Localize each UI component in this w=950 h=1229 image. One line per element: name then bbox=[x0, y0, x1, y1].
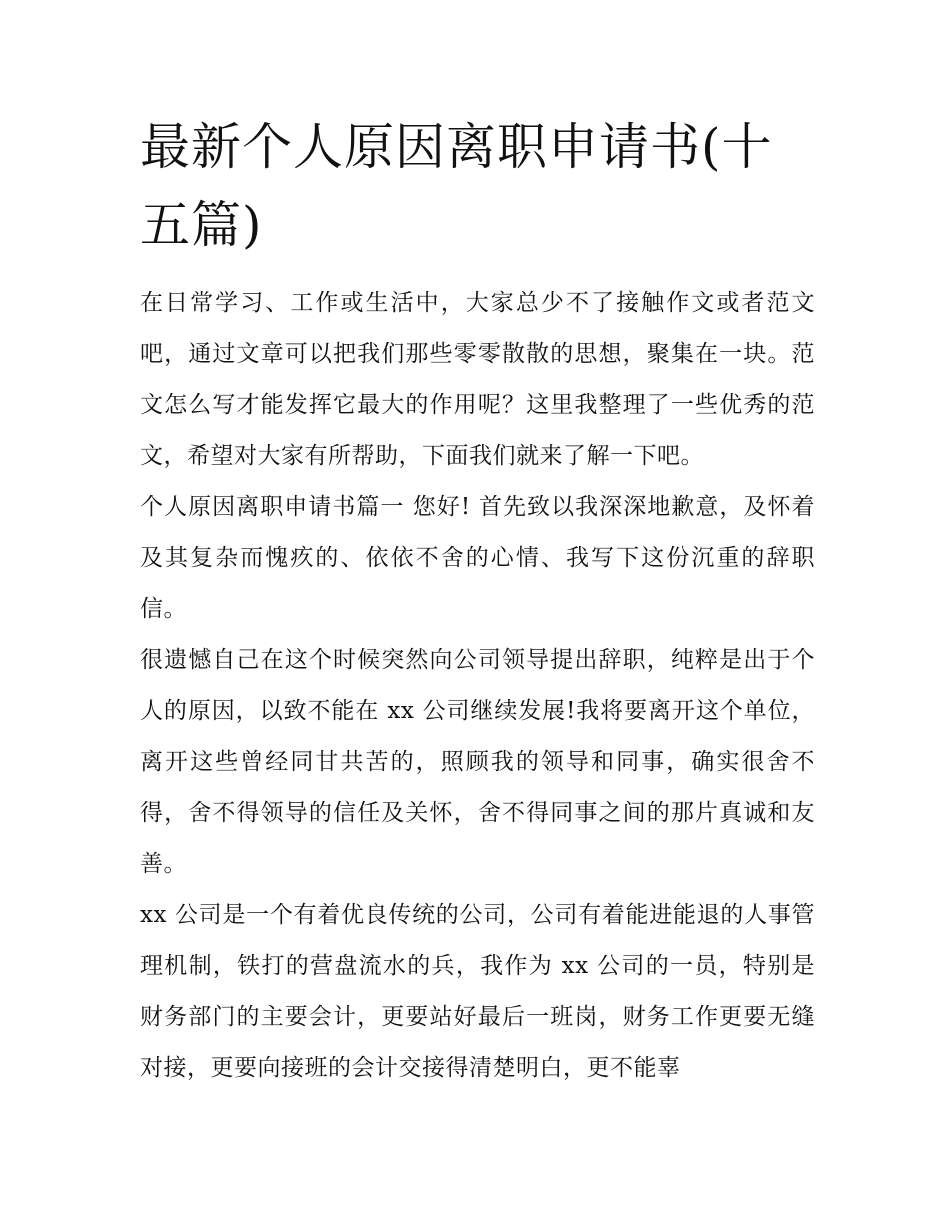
document-body bbox=[140, 108, 815, 1094]
paragraph-regret: 很遗憾自己在这个时候突然向公司领导提出辞职，纯粹是出于个人的原因，以致不能在 xx 公司继续发展!我将要离开这个单位，离开这些曾经同甘共苦的，照顾我的领导和同事，确实很舍不得，舍不得领导的信任及关怀，舍不得同事之间的那片真诚和友善。 bbox=[140, 647, 815, 877]
paragraph-company: xx 公司是一个有着优良传统的公司，公司有着能进能退的人事管理机制，铁打的营盘流水的兵，我作为 xx 公司的一员，特别是财务部门的主要会计，更要站好最后一班岗，财务工作更要无缝对接，更要向接班的会计交接得清楚明白，更不能辜 bbox=[140, 902, 815, 1081]
paragraph-letter-opening: 个人原因离职申请书篇一 您好! 首先致以我深深地歉意，及怀着及其复杂而愧疚的、依依不舍的心情、我写下这份沉重的辞职信。 bbox=[140, 494, 815, 622]
paragraph-intro: 在日常学习、工作或生活中，大家总少不了接触作文或者范文吧，通过文章可以把我们那些零零散散的思想，聚集在一块。范文怎么写才能发挥它最大的作用呢？这里我整理了一些优秀的范文，希望对大家有所帮助，下面我们就来了解一下吧。 bbox=[140, 290, 815, 469]
document-title: 最新个人原因离职申请书(十五篇) bbox=[140, 118, 773, 254]
